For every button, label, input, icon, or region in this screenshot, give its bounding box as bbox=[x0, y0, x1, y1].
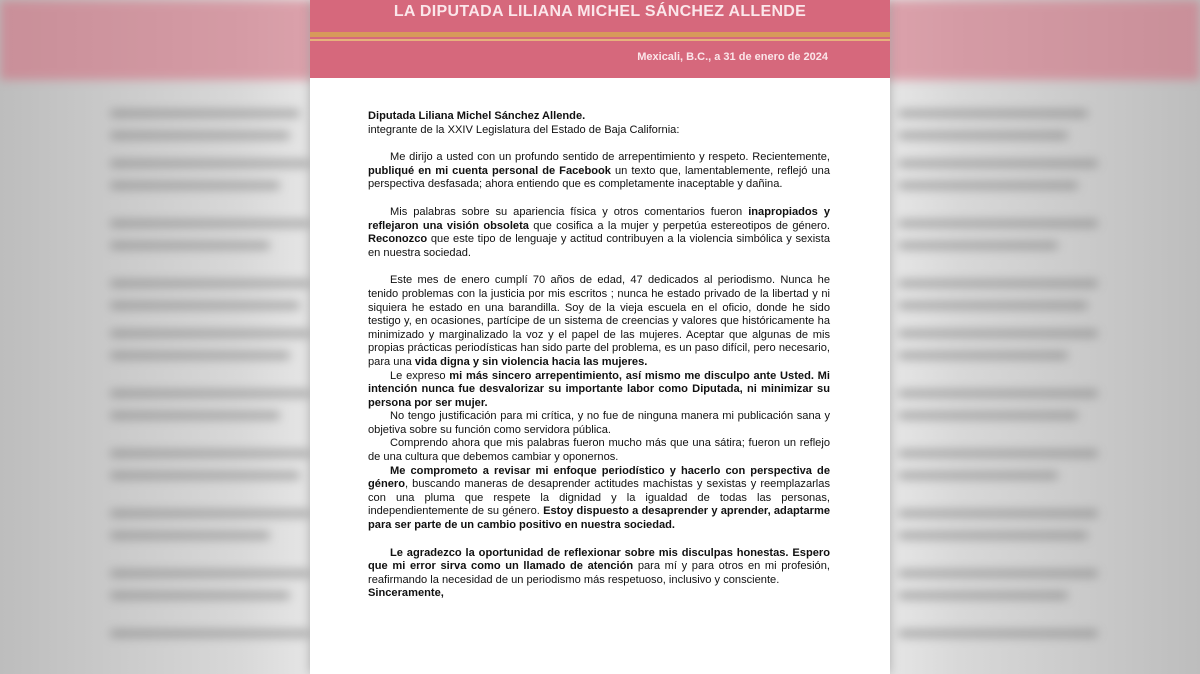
blurred-backdrop-left bbox=[0, 0, 312, 674]
header-stripe-thin bbox=[310, 39, 890, 41]
paragraph-1: Me dirijo a usted con un profundo sentido de arrepentimiento y respeto. Recientemente, publiqué en mi cuenta personal de Facebook un texto que, lamentablemente, reflejó una perspectiva desfasada; ahora entiendo que es completamente inaceptable y dañina. bbox=[368, 151, 830, 191]
date-line: Mexicali, B.C., a 31 de enero de 2024 bbox=[637, 51, 828, 63]
header-stripe bbox=[310, 32, 890, 37]
addressee-block bbox=[368, 110, 830, 137]
closing-line: Sinceramente, bbox=[368, 587, 444, 600]
paragraph-8: Le agradezco la oportunidad de reflexionar sobre mis disculpas honestas. Espero que mi error sirva como un llamado de atención para mí y para otros en mi profesión, reafirmando la necesidad de un periodismo más respetuoso, inclusivo y consciente. bbox=[368, 546, 830, 586]
paragraph-7: Me comprometo a revisar mi enfoque periodístico y hacerlo con perspectiva de género, buscando maneras de desaprender actitudes machistas y sexistas y reemplazarlas con una pluma que respete la dignidad y la igualdad de todas las personas, independientemente de su género. Estoy dispuesto a desaprender y aprender, adaptarme para ser parte de un cambio positivo en nuestra sociedad. bbox=[368, 464, 831, 532]
letter-header bbox=[310, 0, 890, 78]
blurred-backdrop-right bbox=[888, 0, 1200, 674]
addressee-role: integrante de la XXIV Legislatura del Estado de Baja California: bbox=[368, 123, 680, 136]
letter-page bbox=[310, 0, 890, 674]
paragraph-4: Le expreso mi más sincero arrepentimiento, así mismo me disculpo ante Usted. Mi intención nunca fue desvalorizar su importante labor como Diputada, ni minimizar su persona por ser mujer. bbox=[368, 369, 830, 409]
paragraph-3: Este mes de enero cumplí 70 años de edad, 47 dedicados al periodismo. Nunca he tenido problemas con la justicia por mis escritos ; nunca he estado privado de la libertad y ni siquiera he estado en una barandilla. Soy de la vieja escuela en el oficio, donde he sido testigo y, en ocasiones, partícipe de un sistema de creencias y valores que históricamente ha minimizado y marginalizado la voz y el papel de las mujeres. Aceptar que algunas de mis propias prácticas periodísticas han sido parte del problema, es un paso difícil, pero necesario, para una vida digna y sin violencia hacia las mujeres. bbox=[368, 274, 830, 368]
header-title: LA DIPUTADA LILIANA MICHEL SÁNCHEZ ALLENDE bbox=[393, 3, 807, 20]
addressee-name: Diputada Liliana Michel Sánchez Allende. bbox=[368, 110, 586, 122]
paragraph-2: Mis palabras sobre su apariencia física y otros comentarios fueron inapropiados y reflejaron una visión obsoleta que cosifica a la mujer y perpetúa estereotipos de género. Reconozco que este tipo de lenguaje y actitud contribuyen a la violencia simbólica y sexista en nuestra sociedad. bbox=[368, 205, 830, 259]
letter-body bbox=[368, 110, 830, 601]
paragraph-5: No tengo justificación para mi crítica, y no fue de ninguna manera mi publicación sana y objetiva sobre su función como servidora pública. bbox=[368, 410, 830, 436]
paragraph-6: Comprendo ahora que mis palabras fueron mucho más que una sátira; fueron un reflejo de una cultura que debemos cambiar y oponernos. bbox=[368, 437, 830, 464]
